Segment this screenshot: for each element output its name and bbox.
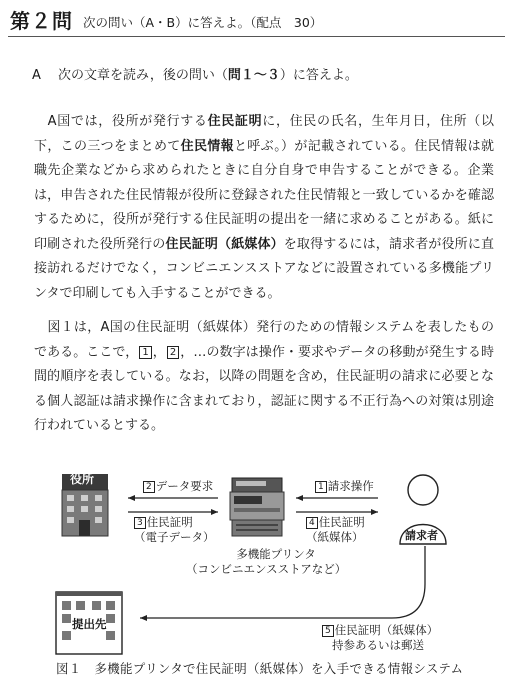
step-4-number: 4	[306, 517, 318, 529]
p2-text-2: ，…の数字は操作・要求やデータの移動が発生する時間的順序を表している。なお，以降の問題を含め，住民証明の請求に必要となる個人認証は請求操作に含まれており，認証に関する不正行為への対策は別途行われているとする。	[34, 344, 494, 433]
step-2-text: データ要求	[155, 479, 214, 493]
p2-sep: ，	[152, 344, 166, 360]
step-5-subtext: 持参あるいは郵送	[332, 638, 424, 652]
section-label: A	[32, 68, 41, 83]
step-4-label	[306, 515, 365, 545]
paragraph-1	[34, 110, 494, 306]
step-5-number: 5	[322, 625, 334, 637]
intro-text-b: ）に答えよ。	[279, 68, 358, 83]
paragraph-2	[34, 316, 494, 439]
p2-text-1: 図１は，A国の住民証明（紙媒体）発行のための情報システムを表したものである。ここで，	[34, 320, 494, 360]
step-1-label	[315, 479, 374, 494]
step-3-number: 3	[134, 517, 146, 529]
printer-label	[216, 547, 336, 562]
step-3-subtext: （電子データ）	[134, 530, 215, 544]
step-3-label	[134, 515, 215, 545]
section-a-intro	[32, 64, 358, 83]
p1-text-4: を取得するには，請求者が役所に直接訪れるだけでなく，コンビニエンスストアなどに設置されている多機能プリンタで印刷しても入手することができる。	[34, 236, 494, 301]
multifunction-printer-icon	[230, 478, 284, 536]
submit-destination-label: 提出先	[72, 617, 107, 631]
printer-label-2: （コンビニエンスストアなど）	[186, 562, 347, 576]
question-header	[10, 6, 322, 34]
step-3-text: 住民証明	[146, 515, 193, 529]
printer-label-1: 多機能プリンタ	[236, 547, 316, 561]
intro-text-a: 次の文章を読み，後の問い（	[58, 68, 228, 83]
requester-label: 請求者	[405, 529, 438, 542]
step-1-number: 1	[315, 481, 327, 493]
step-5-text: 住民証明（紙媒体）	[334, 623, 439, 637]
p1-term-paper: 住民証明（紙媒体）	[165, 236, 284, 252]
p1-text-2: に，住民の氏名，生年月日，住所（以下，この三つをまとめて	[34, 114, 494, 154]
printer-location-label	[186, 562, 346, 577]
step-4-text: 住民証明	[318, 515, 365, 529]
step-4-subtext: （紙媒体）	[306, 530, 364, 544]
intro-text-bold: 問１～３	[227, 68, 280, 83]
step-5-label	[322, 623, 438, 653]
p1-term-jumin-jouhou: 住民情報	[180, 138, 234, 154]
step-1-text: 請求操作	[327, 479, 374, 493]
question-subtitle: 次の問い（A・B）に答えよ。（配点 30）	[83, 15, 323, 30]
p1-text-3: と呼ぶ。）が記載されている。住民情報は就職先企業などから求められたときに自分自身で申告することができる。企業は，申告された住民情報が役所に登録された住民情報と一致しているかを確認するために，役所が発行する住民証明の提出を一緒に求めることがある。紙に印刷された役所発行の	[34, 138, 494, 252]
step-2-number: 2	[143, 481, 155, 493]
step-box-2: 2	[167, 346, 179, 359]
step-box-1: 1	[139, 346, 151, 359]
step-2-label	[143, 479, 213, 494]
question-title: 第２問	[10, 9, 73, 33]
header-rule	[8, 36, 505, 37]
figure-caption: 図１ 多機能プリンタで住民証明（紙媒体）を入手できる情報システム	[56, 661, 464, 676]
office-label: 役所	[70, 472, 95, 486]
p1-term-jumin-shoumei: 住民証明	[207, 114, 263, 129]
p1-text-1: A国では，役所が発行する	[47, 114, 208, 129]
